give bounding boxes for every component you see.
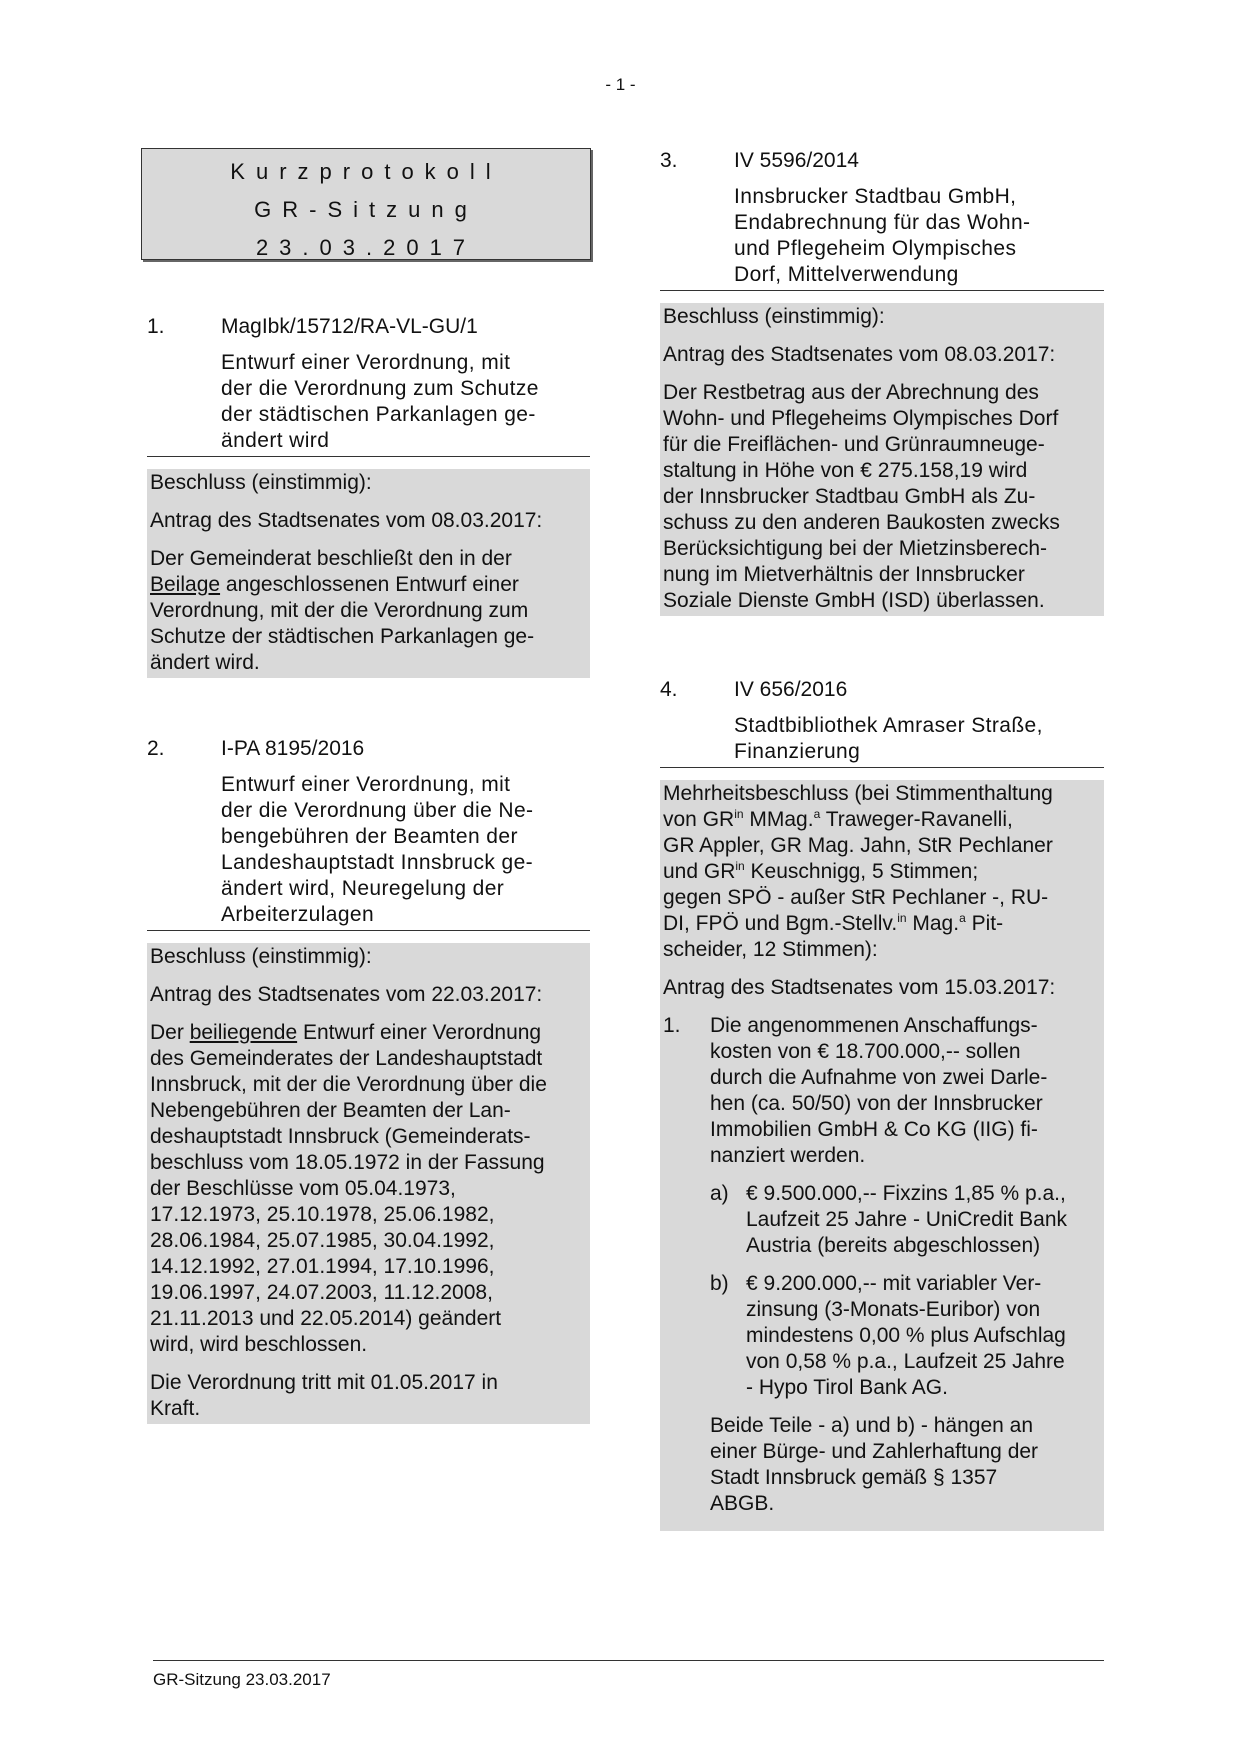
title-line: Dorf, Mittelverwendung — [734, 263, 959, 286]
text-span: Immobilien GmbH & Co KG (IIG) fi- — [710, 1118, 1038, 1141]
text-span: - Hypo Tirol Bank AG. — [746, 1376, 948, 1399]
text-span: nung im Mietverhältnis der Innsbrucker — [663, 563, 1025, 586]
text-span: Nebengebühren der Beamten der Lan- — [150, 1099, 511, 1122]
item-title — [221, 350, 590, 454]
text-span: beschluss vom 18.05.1972 in der Fassung — [150, 1151, 545, 1174]
item-reference: IV 656/2016 — [734, 678, 848, 701]
text-span: 14.12.1992, 27.01.1994, 17.10.1996, — [150, 1255, 495, 1278]
divider — [147, 930, 590, 931]
text-span: angeschlossenen Entwurf einer — [220, 573, 519, 596]
text-span: € 9.200.000,-- mit variabler Ver- — [746, 1272, 1042, 1295]
list-body — [710, 1013, 1101, 1517]
page-number: - 1 - — [605, 75, 636, 94]
item-title — [734, 713, 1104, 765]
effective-date-text — [150, 1370, 587, 1422]
header-title: Kurzprotokoll — [230, 159, 502, 184]
agenda-item-3 — [660, 148, 1104, 616]
decision-block — [660, 780, 1104, 1531]
text-span: Der Gemeinderat beschließt den in der — [150, 547, 512, 570]
header-session: GR-Sitzung — [254, 197, 478, 222]
text-span: von 0,58 % p.a., Laufzeit 25 Jahre — [746, 1350, 1065, 1373]
text-span: MMag. — [743, 808, 814, 831]
text-span: Austria (bereits abgeschlossen) — [746, 1234, 1041, 1257]
text-span: kosten von € 18.700.000,-- sollen — [710, 1040, 1021, 1063]
decision-block — [147, 469, 590, 678]
item-title — [221, 772, 590, 928]
agenda-item-2 — [147, 736, 590, 1424]
sub-list-body — [746, 1181, 1101, 1259]
text-span: Stadt Innsbruck gemäß § 1357 — [710, 1466, 998, 1489]
decision-text — [150, 1020, 587, 1358]
text-span: durch die Aufnahme von zwei Darle- — [710, 1066, 1048, 1089]
text-span: des Gemeinderates der Landeshauptstadt — [150, 1047, 543, 1070]
list-number: 1. — [663, 1014, 681, 1037]
text-span: einer Bürge- und Zahlerhaftung der — [710, 1440, 1039, 1463]
text-span: Keuschnigg, 5 Stimmen; — [744, 860, 979, 883]
text-span: zinsung (3-Monats-Euribor) von — [746, 1298, 1041, 1321]
text-span: Mag. — [906, 912, 960, 935]
divider — [660, 767, 1104, 768]
superscript: a — [959, 911, 966, 925]
text-span: Laufzeit 25 Jahre - UniCredit Bank — [746, 1208, 1067, 1231]
text-span: hen (ca. 50/50) von der Innsbrucker — [710, 1092, 1043, 1115]
title-line: ändert wird — [221, 429, 330, 452]
text-span: wird, wird beschlossen. — [150, 1333, 368, 1356]
text-span: Berücksichtigung bei der Mietzinsberech- — [663, 537, 1048, 560]
title-line: der die Verordnung zum Schutze — [221, 377, 539, 400]
text-span: Soziale Dienste GmbH (ISD) überlassen. — [663, 589, 1045, 612]
sub-list-letter: a) — [710, 1182, 729, 1205]
agenda-item-4 — [660, 677, 1104, 1531]
text-span: Der — [150, 1021, 184, 1044]
item-title — [734, 184, 1104, 288]
title-line: Finanzierung — [734, 740, 861, 763]
footer-divider — [153, 1660, 1104, 1661]
item-number: 4. — [660, 678, 678, 701]
title-line: der die Verordnung über die Ne- — [221, 799, 534, 822]
decision-block — [660, 303, 1104, 616]
title-line: Landeshauptstadt Innsbruck ge- — [221, 851, 534, 874]
decision-label — [663, 781, 1101, 963]
sub-list-body — [746, 1271, 1101, 1401]
protocol-header-box — [141, 148, 591, 260]
text-span: Pit- — [965, 912, 1004, 935]
text-span: Mehrheitsbeschluss (bei Stimmenthaltung — [663, 782, 1053, 805]
text-span: 17.12.1973, 25.10.1978, 25.06.1982, — [150, 1203, 495, 1226]
header-date: 23.03.2017 — [255, 235, 477, 260]
superscript: in — [734, 807, 744, 821]
footer-text: GR-Sitzung 23.03.2017 — [153, 1670, 331, 1689]
item-reference: IV 5596/2014 — [734, 149, 859, 172]
text-span: Die angenommenen Anschaffungs- — [710, 1014, 1038, 1037]
text-span: Der Restbetrag aus der Abrechnung des — [663, 381, 1039, 404]
sub-list-letter: b) — [710, 1272, 729, 1295]
text-span: deshauptstadt Innsbruck (Gemeinderats- — [150, 1125, 531, 1148]
decision-label: Beschluss (einstimmig): — [663, 305, 885, 328]
item-number: 3. — [660, 149, 678, 172]
text-span: Innsbruck, mit der die Verordnung über die — [150, 1073, 547, 1096]
motion-label: Antrag des Stadtsenates vom 22.03.2017: — [150, 983, 543, 1006]
text-span: von GR — [663, 808, 735, 831]
text-span: gegen SPÖ - außer StR Pechlaner -, RU- — [663, 886, 1049, 909]
text-span: 21.11.2013 und 22.05.2014) geändert — [150, 1307, 502, 1330]
text-span: für die Freiflächen- und Grünraumneuge- — [663, 433, 1045, 456]
title-line: Arbeiterzulagen — [221, 903, 375, 926]
decision-label: Beschluss (einstimmig): — [150, 471, 372, 494]
title-line: Innsbrucker Stadtbau GmbH, — [734, 185, 1017, 208]
motion-label: Antrag des Stadtsenates vom 15.03.2017: — [663, 976, 1056, 999]
text-span: Verordnung, mit der die Verordnung zum — [150, 599, 529, 622]
text-span: scheider, 12 Stimmen): — [663, 938, 878, 961]
title-line: der städtischen Parkanlagen ge- — [221, 403, 536, 426]
superscript: in — [897, 911, 907, 925]
divider — [147, 456, 590, 457]
text-span: Beide Teile - a) und b) - hängen an — [710, 1414, 1033, 1437]
divider — [660, 290, 1104, 291]
text-span: mindestens 0,00 % plus Aufschlag — [746, 1324, 1066, 1347]
item-reference: I-PA 8195/2016 — [221, 737, 365, 760]
title-line: bengebühren der Beamten der — [221, 825, 518, 848]
text-span: der Innsbrucker Stadtbau GmbH als Zu- — [663, 485, 1036, 508]
text-span: staltung in Höhe von € 275.158,19 wird — [663, 459, 1028, 482]
text-span: der Beschlüsse vom 05.04.1973, — [150, 1177, 456, 1200]
text-span: und GR — [663, 860, 736, 883]
text-span: schuss zu den anderen Baukosten zwecks — [663, 511, 1060, 534]
text-span: nanziert werden. — [710, 1144, 866, 1167]
agenda-item-1 — [147, 314, 590, 678]
text-span: ändert wird. — [150, 651, 260, 674]
attachment-link[interactable]: beiliegende — [189, 1021, 298, 1044]
title-line: Endabrechnung für das Wohn- — [734, 211, 1031, 234]
sub-list-item-b — [710, 1271, 1101, 1401]
title-line: und Pflegeheim Olympisches — [734, 237, 1017, 260]
item-number: 1. — [147, 315, 165, 338]
text-span: 28.06.1984, 25.07.1985, 30.04.1992, — [150, 1229, 495, 1252]
decision-text — [150, 546, 587, 676]
text-span: DI, FPÖ und Bgm.-Stellv. — [663, 912, 898, 935]
attachment-link[interactable]: Beilage — [150, 573, 221, 596]
numbered-list-item — [663, 1013, 1101, 1517]
title-line: Entwurf einer Verordnung, mit — [221, 351, 511, 374]
text-span: Kraft. — [150, 1397, 201, 1420]
text-span: Wohn- und Pflegeheims Olympisches Dorf — [663, 407, 1059, 430]
text-span: € 9.500.000,-- Fixzins 1,85 % p.a., — [746, 1182, 1066, 1205]
decision-label: Beschluss (einstimmig): — [150, 945, 372, 968]
motion-label: Antrag des Stadtsenates vom 08.03.2017: — [150, 509, 543, 532]
superscript: in — [735, 859, 745, 873]
text-span: ABGB. — [710, 1492, 775, 1515]
list-closing-text — [710, 1413, 1101, 1517]
text-span: Die Verordnung tritt mit 01.05.2017 in — [150, 1371, 498, 1394]
sub-list-item-a — [710, 1181, 1101, 1259]
text-span: 19.06.1997, 24.07.2003, 11.12.2008, — [150, 1281, 493, 1304]
text-span: Traweger-Ravanelli, — [820, 808, 1013, 831]
title-line: Entwurf einer Verordnung, mit — [221, 773, 511, 796]
item-number: 2. — [147, 737, 165, 760]
text-span: Schutze der städtischen Parkanlagen ge- — [150, 625, 535, 648]
motion-label: Antrag des Stadtsenates vom 08.03.2017: — [663, 343, 1056, 366]
title-line: Stadtbibliothek Amraser Straße, — [734, 714, 1043, 737]
title-line: ändert wird, Neuregelung der — [221, 877, 505, 900]
item-reference: MagIbk/15712/RA-VL-GU/1 — [221, 315, 478, 338]
superscript: a — [813, 807, 821, 821]
decision-text — [663, 380, 1101, 614]
text-span: GR Appler, GR Mag. Jahn, StR Pechlaner — [663, 834, 1053, 857]
text-span: Entwurf einer Verordnung — [297, 1021, 542, 1044]
decision-block — [147, 943, 590, 1424]
